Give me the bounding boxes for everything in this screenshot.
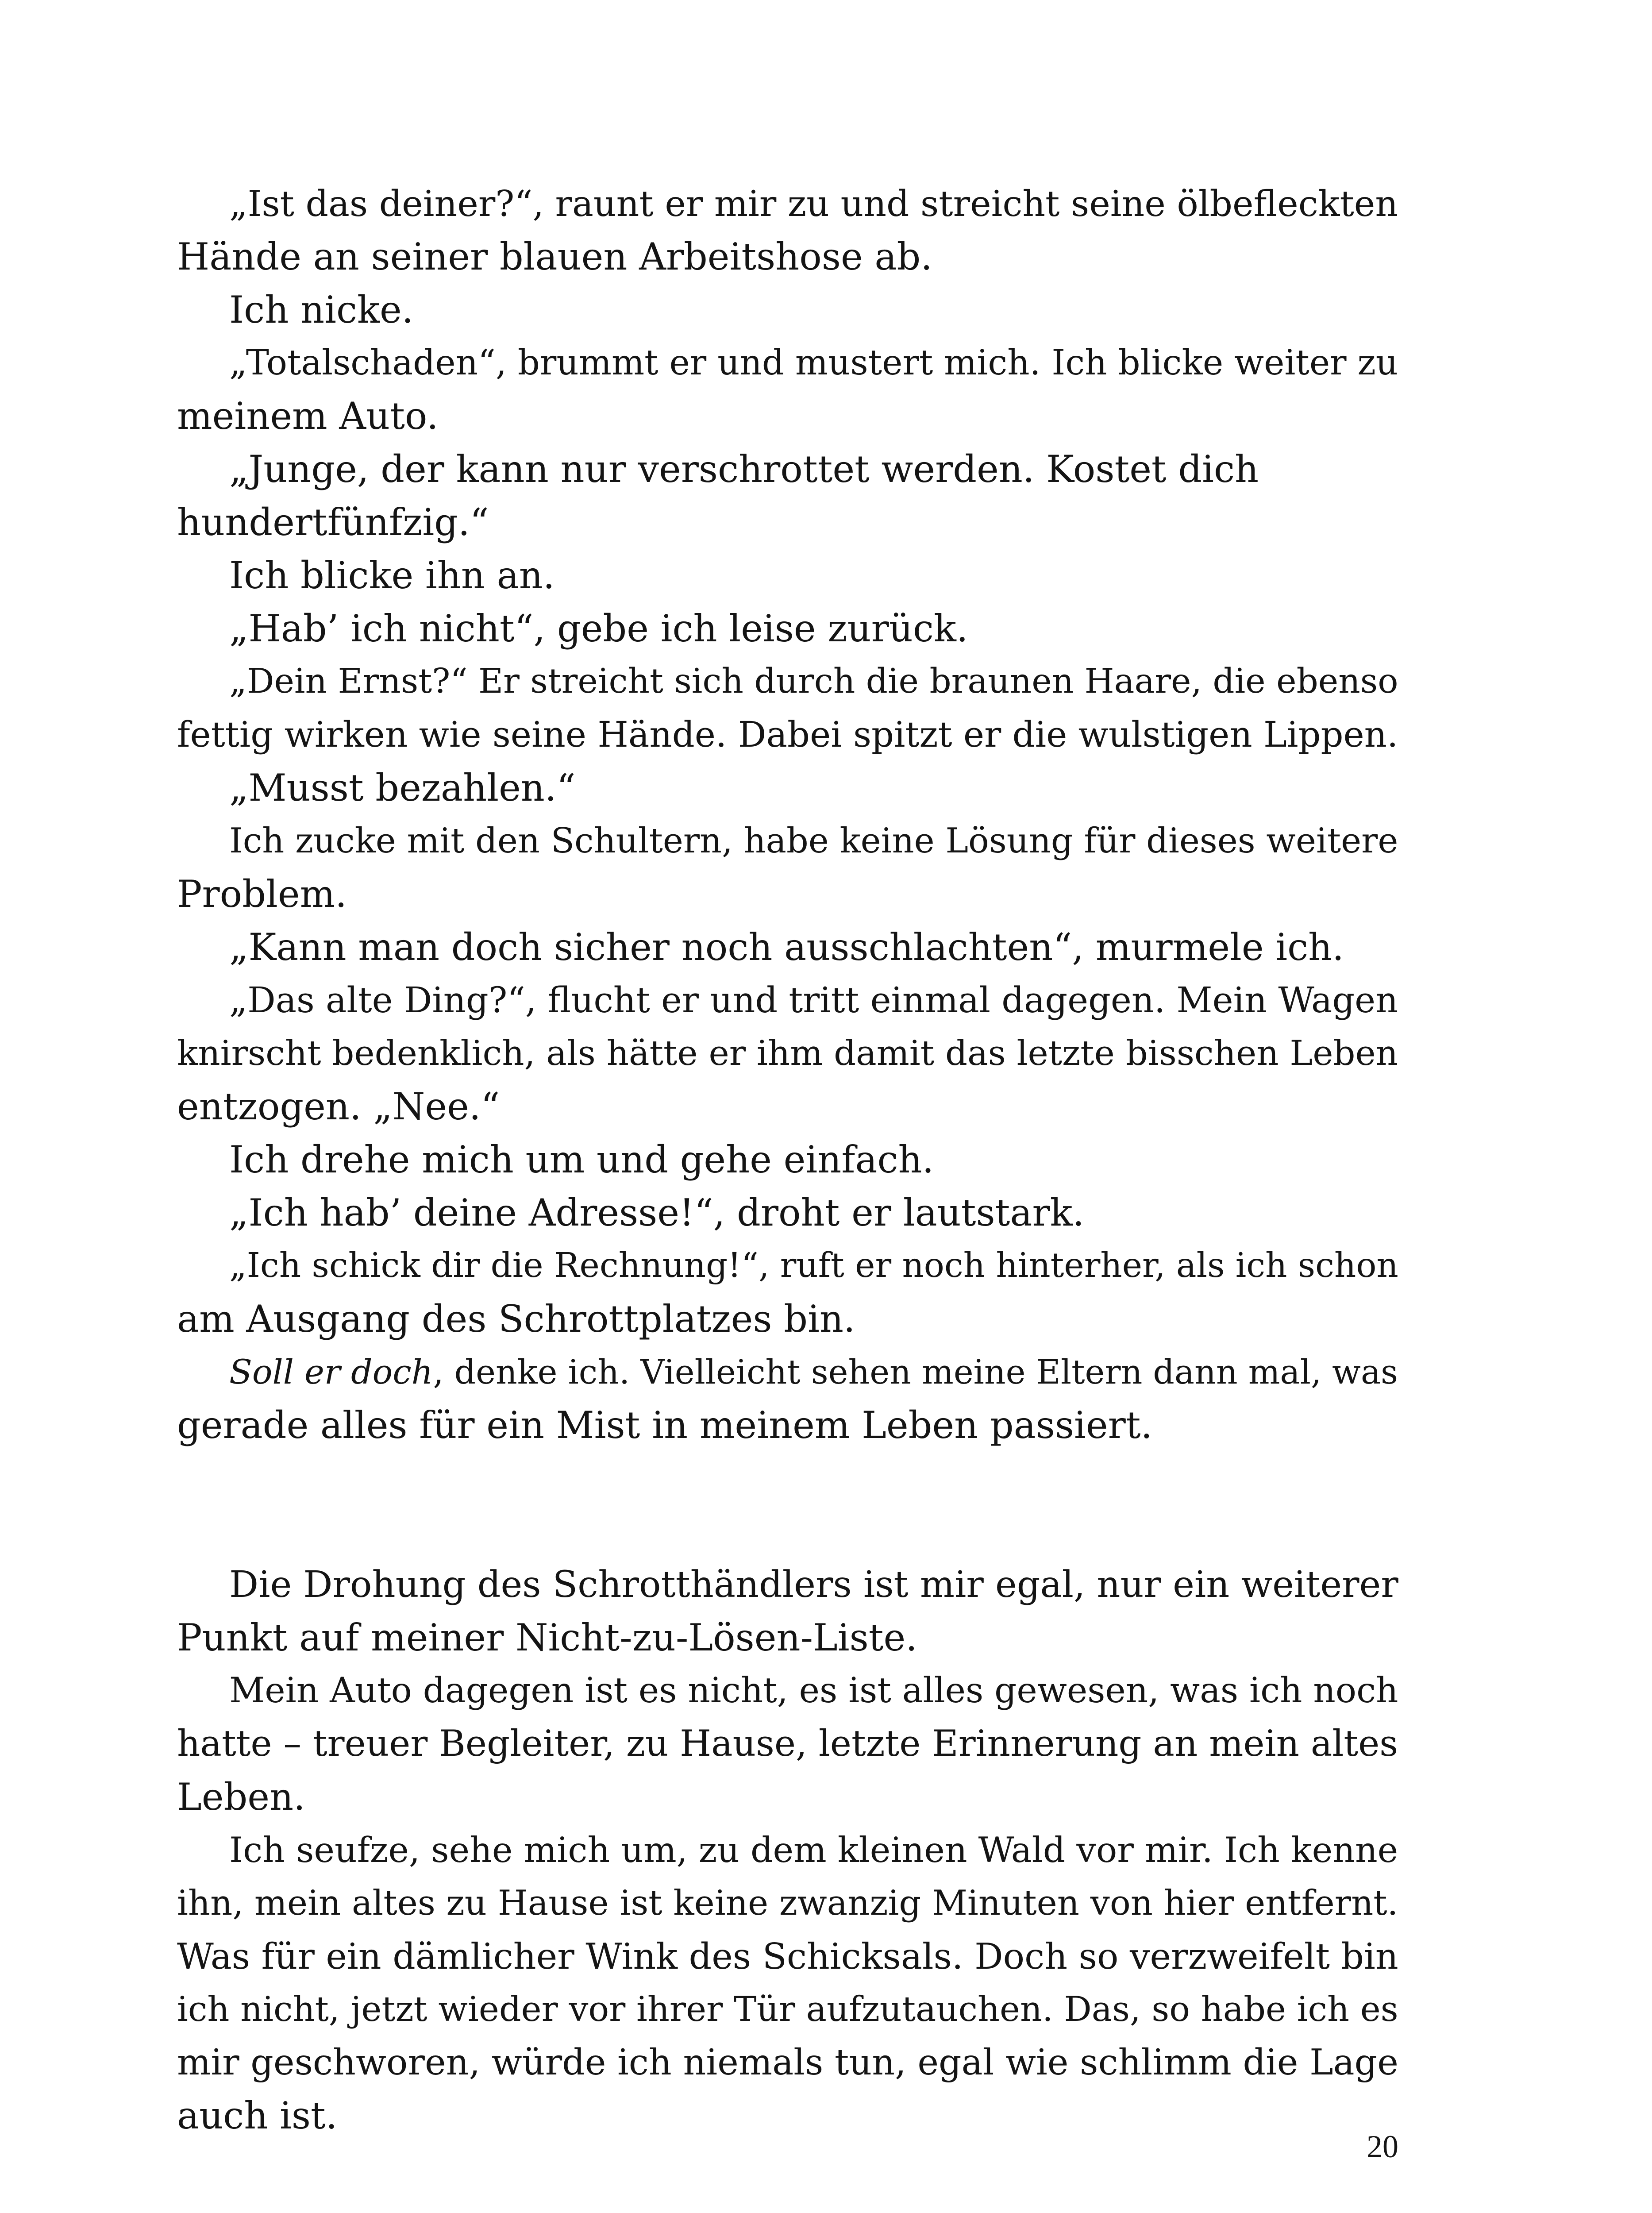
paragraph [177, 443, 1398, 549]
text-span: , denke ich. Vielleicht sehen meine Eltern dann mal, was [433, 1353, 1398, 1392]
text-line: Problem. [177, 872, 347, 916]
italic-phrase: Soll er doch [229, 1353, 433, 1392]
section-break [177, 1452, 1398, 1558]
page-number: 20 [1367, 2129, 1398, 2164]
text-line: hundertfünfzig.“ [177, 501, 489, 544]
text-line: hatte – treuer Begleiter, zu Hause, letzte Erinnerung an mein altes [177, 1723, 1398, 1765]
text-line: Hände an seiner blauen Arbeitshose ab. [177, 235, 932, 278]
text-line: „Das alte Ding?“, flucht er und tritt einmal dagegen. Mein Wagen [229, 979, 1398, 1021]
text-line: Mein Auto dagegen ist es nicht, es ist alles gewesen, was ich noch [229, 1670, 1398, 1711]
text-line: „Dein Ernst?“ Er streicht sich durch die braunen Haare, die ebenso [229, 662, 1398, 701]
text-line: Die Drohung des Schrotthändlers ist mir egal, nur ein weiterer [229, 1563, 1398, 1606]
text-line: Punkt auf meiner Nicht-zu-Lösen-Liste. [177, 1616, 917, 1659]
text-line: Ich drehe mich um und gehe einfach. [229, 1138, 934, 1181]
paragraph [177, 1346, 1398, 1452]
text-line: „Hab’ ich nicht“, gebe ich leise zurück. [229, 607, 968, 650]
text-line: meinem Auto. [177, 394, 439, 438]
paragraph [177, 336, 1398, 443]
text-line: „Ist das deiner?“, raunt er mir zu und streicht seine ölbefleckten [229, 183, 1398, 224]
text-line: Ich zucke mit den Schultern, habe keine Lösung für dieses weitere [229, 821, 1398, 861]
text-line: mir geschworen, würde ich niemals tun, egal wie schlimm die Lage [177, 2042, 1398, 2083]
text-line: „Kann man doch sicher noch ausschlachten“, murmele ich. [229, 925, 1344, 969]
text-line: Was für ein dämlicher Wink des Schicksals. Doch so verzweifelt bin [177, 1935, 1398, 1977]
text-line: „Musst bezahlen.“ [229, 766, 576, 810]
text-line: „Junge, der kann nur verschrottet werden. Kostet dich [229, 447, 1259, 491]
paragraph [177, 1239, 1398, 1346]
page-body [177, 177, 1398, 2142]
text-line: gerade alles für ein Mist in meinem Leben passiert. [177, 1403, 1153, 1447]
text-line: am Ausgang des Schrottplatzes bin. [177, 1297, 855, 1341]
text-line: fettig wirken wie seine Hände. Dabei spitzt er die wulstigen Lippen. [177, 714, 1398, 755]
paragraph [177, 549, 1398, 602]
text-line: Ich seufze, sehe mich um, zu dem kleinen Wald vor mir. Ich kenne [229, 1830, 1398, 1870]
text-line: auch ist. [177, 2094, 338, 2137]
paragraph [177, 283, 1398, 336]
text-line: „Totalschaden“, brummt er und mustert mich. Ich blicke weiter zu [229, 343, 1398, 383]
text-line: ich nicht, jetzt wieder vor ihrer Tür aufzutauchen. Das, so habe ich es [177, 1989, 1398, 2029]
text-line: Ich nicke. [229, 288, 414, 332]
text-line [177, 1346, 1398, 1399]
paragraph [177, 921, 1398, 974]
paragraph [177, 1824, 1398, 2142]
text-line: „Ich schick dir die Rechnung!“, ruft er noch hinterher, als ich schon [229, 1246, 1398, 1285]
text-line: Ich blicke ihn an. [229, 554, 555, 597]
paragraph [177, 655, 1398, 761]
paragraph [177, 761, 1398, 814]
text-line: Leben. [177, 1775, 305, 1819]
paragraph [177, 1186, 1398, 1239]
paragraph [177, 602, 1398, 655]
paragraph [177, 1133, 1398, 1186]
text-line: „Ich hab’ deine Adresse!“, droht er lautstark. [229, 1191, 1085, 1234]
paragraph [177, 974, 1398, 1133]
paragraph [177, 177, 1398, 283]
text-line: entzogen. „Nee.“ [177, 1085, 500, 1128]
text-line: ihn, mein altes zu Hause ist keine zwanzig Minuten von hier entfernt. [177, 1883, 1398, 1923]
paragraph [177, 1558, 1398, 1664]
text-line: knirscht bedenklich, als hätte er ihm damit das letzte bisschen Leben [177, 1033, 1398, 1073]
paragraph [177, 814, 1398, 921]
paragraph [177, 1664, 1398, 1824]
